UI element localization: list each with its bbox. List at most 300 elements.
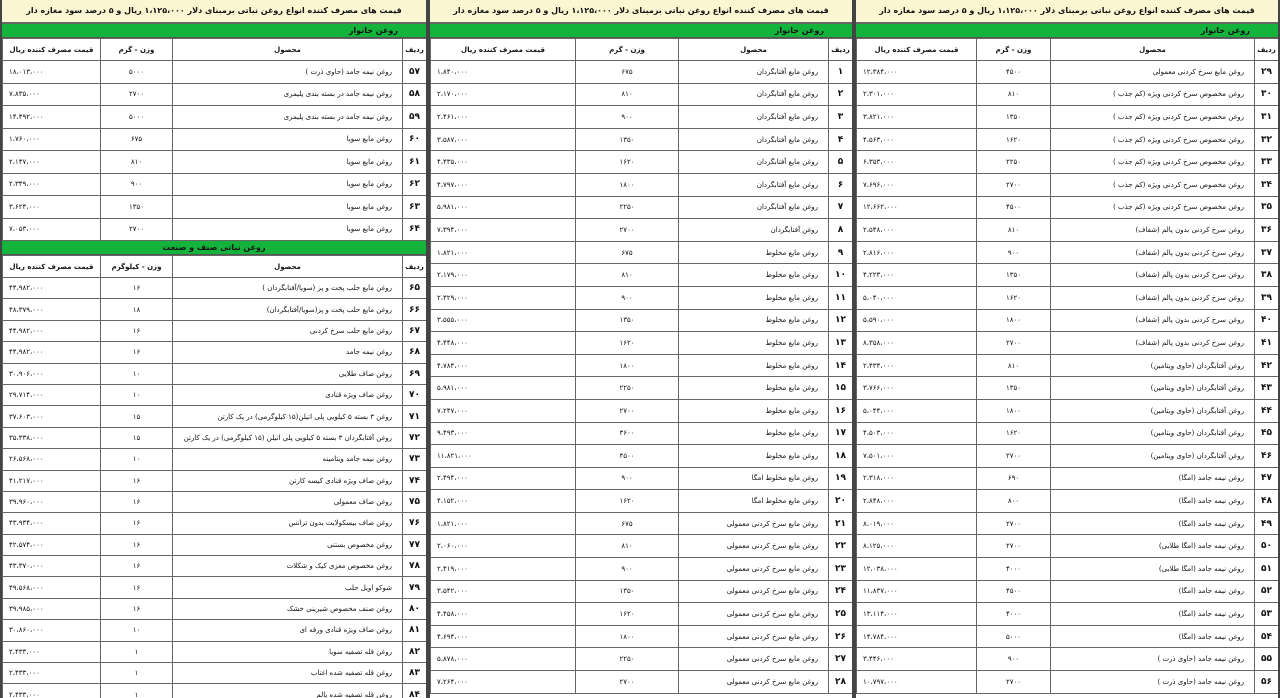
table-row bbox=[3, 173, 427, 196]
product-name: روغن مایع مخلوط bbox=[679, 422, 829, 445]
product-name: روغن مخصوص سرخ کردنی ویژه (کم جذب ) bbox=[1051, 83, 1255, 106]
product-name: روغن نیمه جامد (امگا) bbox=[1051, 580, 1255, 603]
table-row bbox=[3, 299, 427, 320]
price-cell: ۴۱،۲۱۷،۰۰۰ bbox=[3, 470, 101, 491]
weight-cell: ۱۶ bbox=[101, 320, 173, 341]
price-cell: ۲،۵۴۸،۰۰۰ bbox=[857, 219, 977, 242]
row-index: ۴۳ bbox=[1255, 377, 1279, 400]
product-name: روغن مایع آفتابگردان bbox=[679, 61, 829, 84]
row-index: ۱۶ bbox=[829, 399, 853, 422]
product-name: روغن نیمه جامد (امگا) bbox=[1051, 603, 1255, 626]
column-header: ردیف bbox=[403, 256, 427, 278]
price-cell: ۴،۶۹۴،۰۰۰ bbox=[431, 625, 576, 648]
table-row bbox=[431, 264, 853, 287]
row-index: ۲۷ bbox=[829, 648, 853, 671]
product-name: روغن نیمه جامد (حاوی ذرت ) bbox=[173, 61, 403, 84]
row-index: ۳۲ bbox=[1255, 128, 1279, 151]
column-header: قیمت مصرف کننده ریال bbox=[3, 39, 101, 61]
table-row bbox=[857, 377, 1279, 400]
table-row bbox=[857, 648, 1279, 671]
table-row bbox=[3, 663, 427, 684]
table-header-row bbox=[857, 39, 1279, 61]
price-cell: ۷،۲۴۷،۰۰۰ bbox=[431, 399, 576, 422]
table-row bbox=[3, 513, 427, 534]
product-name: روغن نیمه جامد (امگا طلایی) bbox=[1051, 558, 1255, 581]
price-cell: ۳۹،۹۶۰،۰۰۰ bbox=[3, 491, 101, 512]
weight-cell: ۶۷۵ bbox=[101, 128, 173, 151]
table-row bbox=[431, 354, 853, 377]
weight-cell: ۸۱۰ bbox=[576, 264, 679, 287]
table-row bbox=[3, 406, 427, 427]
weight-cell: ۱۵ bbox=[101, 427, 173, 448]
table-row bbox=[3, 83, 427, 106]
product-name: روغن مایع مخلوط bbox=[679, 286, 829, 309]
price-cell: ۱۲،۳۸۴،۰۰۰ bbox=[857, 61, 977, 84]
table-row bbox=[857, 580, 1279, 603]
table-row bbox=[431, 445, 853, 468]
price-cell: ۲،۴۱۹،۰۰۰ bbox=[431, 558, 576, 581]
price-cell: ۳،۵۸۷،۰۰۰ bbox=[431, 128, 576, 151]
product-name: روغن نیمه جامد bbox=[173, 342, 403, 363]
price-cell: ۱۴،۷۸۴،۰۰۰ bbox=[857, 625, 977, 648]
product-name: روغن آفتابگردان (حاوی ویتامین) bbox=[1051, 445, 1255, 468]
table-row bbox=[3, 620, 427, 641]
row-index: ۵۸ bbox=[403, 83, 427, 106]
row-index: ۳۹ bbox=[1255, 286, 1279, 309]
row-index: ۴۱ bbox=[1255, 332, 1279, 355]
row-index: ۷۶ bbox=[403, 513, 427, 534]
row-index: ۲ bbox=[829, 83, 853, 106]
section-band-household: روغن خانوار bbox=[856, 24, 1278, 38]
price-cell: ۴،۵۰۳،۰۰۰ bbox=[857, 422, 977, 445]
weight-cell: ۲۷۰۰ bbox=[977, 445, 1051, 468]
table-row bbox=[857, 196, 1279, 219]
product-name: روغن مایع سرخ کردنی معمولی bbox=[679, 512, 829, 535]
weight-cell: ۱۶۲۰ bbox=[977, 128, 1051, 151]
row-index: ۳۰ bbox=[1255, 83, 1279, 106]
product-name: روغن مایع سرخ کردنی معمولی bbox=[679, 671, 829, 694]
price-cell: ۳۷،۶۰۳،۰۰۰ bbox=[3, 406, 101, 427]
table-row bbox=[431, 332, 853, 355]
table-row bbox=[3, 556, 427, 577]
price-cell: ۴،۲۲۳،۰۰۰ bbox=[857, 264, 977, 287]
row-index: ۶۹ bbox=[403, 363, 427, 384]
weight-cell: ۱۳۵۰ bbox=[101, 196, 173, 219]
table-row bbox=[431, 151, 853, 174]
weight-cell: ۴۰۰۰ bbox=[977, 558, 1051, 581]
table-row bbox=[3, 363, 427, 384]
price-cell: ۲۶،۵۶۸،۰۰۰ bbox=[3, 449, 101, 470]
product-name: روغن نیمه جامد در بسته بندی پلیمری bbox=[173, 106, 403, 129]
table-row bbox=[431, 309, 853, 332]
weight-cell: ۱۳۵۰ bbox=[977, 106, 1051, 129]
row-index: ۲۰ bbox=[829, 490, 853, 513]
price-cell: ۴،۴۳۵،۰۰۰ bbox=[431, 151, 576, 174]
weight-cell: ۱۳۵۰ bbox=[576, 309, 679, 332]
weight-cell: ۸۰۰ bbox=[977, 490, 1051, 513]
price-cell: ۴،۵۶۳،۰۰۰ bbox=[857, 128, 977, 151]
section-band-household: روغن خانوار bbox=[430, 24, 852, 38]
table-row bbox=[857, 286, 1279, 309]
table-row bbox=[431, 512, 853, 535]
weight-cell: ۸۱۰ bbox=[977, 83, 1051, 106]
price-cell: ۲،۸۱۶،۰۰۰ bbox=[857, 241, 977, 264]
product-name: روغن نیمه جامد (امگا) bbox=[1051, 490, 1255, 513]
table-row bbox=[3, 470, 427, 491]
product-name: روغن نیمه جامد (حاوی ذرت ) bbox=[1051, 671, 1255, 694]
weight-cell: ۴۵۰۰ bbox=[977, 61, 1051, 84]
row-index: ۵۵ bbox=[1255, 648, 1279, 671]
row-index: ۷۱ bbox=[403, 406, 427, 427]
row-index: ۷۳ bbox=[403, 449, 427, 470]
column-header: وزن - کیلوگرم bbox=[101, 256, 173, 278]
row-index: ۷۵ bbox=[403, 491, 427, 512]
weight-cell: ۲۷۰۰ bbox=[576, 399, 679, 422]
product-name: روغن مایع سویا bbox=[173, 218, 403, 241]
weight-cell: ۱ bbox=[101, 641, 173, 662]
table-row bbox=[3, 427, 427, 448]
row-index: ۴۲ bbox=[1255, 354, 1279, 377]
row-index: ۱۳ bbox=[829, 332, 853, 355]
weight-cell: ۱۰ bbox=[101, 449, 173, 470]
table-row bbox=[431, 241, 853, 264]
price-cell: ۲،۴۶۱،۰۰۰ bbox=[431, 106, 576, 129]
product-name: روغن مایع آفتابگردان bbox=[679, 106, 829, 129]
price-cell: ۲،۴۹۴،۰۰۰ bbox=[431, 467, 576, 490]
row-index: ۴۷ bbox=[1255, 467, 1279, 490]
product-name: روغن نیمه جامد (حاوی ذرت ) bbox=[1051, 648, 1255, 671]
price-cell: ۲،۱۷۹،۰۰۰ bbox=[431, 264, 576, 287]
weight-cell: ۹۰۰ bbox=[576, 558, 679, 581]
table-row bbox=[3, 491, 427, 512]
row-index: ۱۹ bbox=[829, 467, 853, 490]
table-row bbox=[3, 106, 427, 129]
price-cell: ۷،۳۹۴،۰۰۰ bbox=[431, 219, 576, 242]
weight-cell: ۹۰۰ bbox=[576, 467, 679, 490]
weight-cell: ۱۳۵۰ bbox=[977, 264, 1051, 287]
weight-cell: ۱۳۵۰ bbox=[977, 377, 1051, 400]
row-index: ۵۱ bbox=[1255, 558, 1279, 581]
weight-cell: ۸۱۰ bbox=[101, 151, 173, 174]
product-name: روغن مخصوص سرخ کردنی ویژه (کم جذب ) bbox=[1051, 128, 1255, 151]
weight-cell: ۴۵۰۰ bbox=[977, 196, 1051, 219]
weight-cell: ۱۶۲۰ bbox=[576, 603, 679, 626]
table-row bbox=[857, 309, 1279, 332]
panel-title: قیمت های مصرف کننده انواع روغن نباتی برمبنای دلار ۱،۱۲۵،۰۰۰ ریال و ۵ درصد سود مغازه دار bbox=[430, 0, 852, 24]
weight-cell: ۵۰۰۰ bbox=[101, 61, 173, 84]
product-name: روغن مایع مخلوط bbox=[679, 377, 829, 400]
row-index: ۴۴ bbox=[1255, 399, 1279, 422]
weight-cell: ۱۶ bbox=[101, 598, 173, 619]
product-name: روغن نیمه جامد (امگا) bbox=[1051, 512, 1255, 535]
weight-cell: ۱۸۰۰ bbox=[576, 625, 679, 648]
row-index: ۴ bbox=[829, 128, 853, 151]
table-row bbox=[431, 61, 853, 84]
table-row bbox=[857, 354, 1279, 377]
weight-cell: ۲۷۰۰ bbox=[101, 83, 173, 106]
row-index: ۷۸ bbox=[403, 556, 427, 577]
weight-cell: ۱۶ bbox=[101, 577, 173, 598]
price-cell: ۵،۹۸۱،۰۰۰ bbox=[431, 196, 576, 219]
product-name: روغن مایع سویا bbox=[173, 196, 403, 219]
product-name: روغن آفتابگردان (حاوی ویتامین) bbox=[1051, 422, 1255, 445]
table-row bbox=[857, 61, 1279, 84]
column-header: محصول bbox=[173, 256, 403, 278]
panel-title: قیمت های مصرف کننده انواع روغن نباتی برمبنای دلار ۱،۱۲۵،۰۰۰ ریال و ۵ درصد سود مغازه دار bbox=[2, 0, 426, 24]
product-name: روغن مخصوص سرخ کردنی ویژه (کم جذب ) bbox=[1051, 196, 1255, 219]
row-index: ۵۲ bbox=[1255, 580, 1279, 603]
weight-cell: ۸۱۰ bbox=[977, 219, 1051, 242]
weight-cell: ۴۰۰۰ bbox=[977, 603, 1051, 626]
column-header: محصول bbox=[679, 39, 829, 61]
price-cell: ۳۵،۳۳۸،۰۰۰ bbox=[3, 427, 101, 448]
row-index: ۸۴ bbox=[403, 684, 427, 698]
product-name: روغن مایع حلب پخت و پز (سویا/آفتابگردان ) bbox=[173, 278, 403, 299]
row-index: ۶۲ bbox=[403, 173, 427, 196]
product-name: روغن آفتابگردان bbox=[679, 219, 829, 242]
product-name: روغن مایع سرخ کردنی معمولی bbox=[679, 603, 829, 626]
row-index: ۵۳ bbox=[1255, 603, 1279, 626]
product-name: شوکو اویل حلب bbox=[173, 577, 403, 598]
weight-cell: ۹۰۰ bbox=[101, 173, 173, 196]
table-row bbox=[431, 558, 853, 581]
price-cell: ۴۴،۹۸۲،۰۰۰ bbox=[3, 320, 101, 341]
price-cell: ۲،۴۲۹،۰۰۰ bbox=[431, 286, 576, 309]
product-name: روغن مایع آفتابگردان bbox=[679, 83, 829, 106]
row-index: ۲۸ bbox=[829, 671, 853, 694]
weight-cell: ۱۰ bbox=[101, 620, 173, 641]
product-name: روغن مخصوص سرخ کردنی ویژه (کم جذب ) bbox=[1051, 106, 1255, 129]
row-index: ۵۴ bbox=[1255, 625, 1279, 648]
product-name: روغن مایع آفتابگردان bbox=[679, 173, 829, 196]
product-name: روغن صاف معمولی bbox=[173, 491, 403, 512]
row-index: ۷۴ bbox=[403, 470, 427, 491]
table-row bbox=[431, 399, 853, 422]
table-row bbox=[857, 512, 1279, 535]
row-index: ۱۱ bbox=[829, 286, 853, 309]
table-row bbox=[431, 173, 853, 196]
price-cell: ۳،۶۲۴،۰۰۰ bbox=[3, 196, 101, 219]
price-cell: ۲،۱۴۷،۰۰۰ bbox=[3, 151, 101, 174]
row-index: ۱۵ bbox=[829, 377, 853, 400]
section-band-household: روغن خانوار bbox=[2, 24, 426, 38]
table-row bbox=[3, 320, 427, 341]
table-row bbox=[857, 332, 1279, 355]
table-row bbox=[857, 173, 1279, 196]
row-index: ۶۱ bbox=[403, 151, 427, 174]
product-name: روغن مایع مخلوط امگا bbox=[679, 490, 829, 513]
price-cell: ۵،۸۷۸،۰۰۰ bbox=[431, 648, 576, 671]
price-cell: ۱،۸۴۰،۰۰۰ bbox=[431, 61, 576, 84]
price-cell: ۲،۱۷۰،۰۰۰ bbox=[431, 83, 576, 106]
price-cell: ۳،۷۶۶،۰۰۰ bbox=[857, 377, 977, 400]
weight-cell: ۵۰۰۰ bbox=[977, 625, 1051, 648]
product-name: روغن مایع آفتابگردان bbox=[679, 196, 829, 219]
row-index: ۷۹ bbox=[403, 577, 427, 598]
price-cell: ۲،۳۱۸،۰۰۰ bbox=[857, 467, 977, 490]
table-row bbox=[857, 264, 1279, 287]
price-cell: ۲۹،۷۱۴،۰۰۰ bbox=[3, 384, 101, 405]
product-name: روغن صاف ویژه قنادی ورقه ای bbox=[173, 620, 403, 641]
table-row bbox=[3, 151, 427, 174]
weight-cell: ۹۰۰ bbox=[977, 241, 1051, 264]
weight-cell: ۲۷۰۰ bbox=[977, 173, 1051, 196]
column-header: محصول bbox=[1051, 39, 1255, 61]
price-cell: ۴،۱۵۲،۰۰۰ bbox=[431, 490, 576, 513]
table-row bbox=[3, 384, 427, 405]
weight-cell: ۸۱۰ bbox=[977, 354, 1051, 377]
row-index: ۶۳ bbox=[403, 196, 427, 219]
row-index: ۴۵ bbox=[1255, 422, 1279, 445]
table-row bbox=[3, 598, 427, 619]
price-cell: ۷،۲۶۴،۰۰۰ bbox=[431, 671, 576, 694]
row-index: ۸ bbox=[829, 219, 853, 242]
price-cell: ۵،۰۴۰،۰۰۰ bbox=[857, 286, 977, 309]
row-index: ۸۲ bbox=[403, 641, 427, 662]
panel-title: قیمت های مصرف کننده انواع روغن نباتی برمبنای دلار ۱،۱۲۵،۰۰۰ ریال و ۵ درصد سود مغازه دار bbox=[856, 0, 1278, 24]
table-row bbox=[857, 603, 1279, 626]
column-header: قیمت مصرف کننده ریال bbox=[3, 256, 101, 278]
price-cell: ۷،۰۵۳،۰۰۰ bbox=[3, 218, 101, 241]
column-header: محصول bbox=[173, 39, 403, 61]
product-name: روغن صاف بیسکولایت بدون ترانس bbox=[173, 513, 403, 534]
weight-cell: ۶۷۵ bbox=[576, 61, 679, 84]
product-name: روغن مایع سرخ کردنی معمولی bbox=[679, 558, 829, 581]
price-cell: ۷،۸۳۵،۰۰۰ bbox=[3, 83, 101, 106]
price-cell: ۹،۴۹۳،۰۰۰ bbox=[431, 422, 576, 445]
weight-cell: ۲۲۵۰ bbox=[977, 151, 1051, 174]
table-row bbox=[431, 128, 853, 151]
table-row bbox=[431, 286, 853, 309]
price-table bbox=[430, 38, 853, 694]
weight-cell: ۴۵۰۰ bbox=[576, 445, 679, 468]
table-row bbox=[431, 535, 853, 558]
product-name: روغن مایع مخلوط bbox=[679, 264, 829, 287]
column-header: وزن - گرم bbox=[977, 39, 1051, 61]
table-row bbox=[3, 641, 427, 662]
table-row bbox=[431, 422, 853, 445]
weight-cell: ۴۵۰۰ bbox=[977, 580, 1051, 603]
table-row bbox=[3, 534, 427, 555]
row-index: ۲۹ bbox=[1255, 61, 1279, 84]
weight-cell: ۱۶۲۰ bbox=[576, 151, 679, 174]
row-index: ۲۲ bbox=[829, 535, 853, 558]
product-name: روغن مایع آفتابگردان bbox=[679, 128, 829, 151]
row-index: ۶۸ bbox=[403, 342, 427, 363]
panel-left bbox=[0, 0, 428, 698]
product-name: روغن مایع سرخ کردنی معمولی bbox=[679, 535, 829, 558]
product-name: روغن مایع سویا bbox=[173, 128, 403, 151]
table-row bbox=[857, 241, 1279, 264]
table-row bbox=[857, 399, 1279, 422]
weight-cell: ۱۰ bbox=[101, 363, 173, 384]
table-row bbox=[857, 219, 1279, 242]
row-index: ۱۷ bbox=[829, 422, 853, 445]
weight-cell: ۲۲۵۰ bbox=[576, 377, 679, 400]
product-name: روغن مایع سویا bbox=[173, 173, 403, 196]
table-row bbox=[3, 577, 427, 598]
weight-cell: ۶۹۰ bbox=[977, 467, 1051, 490]
column-header: ردیف bbox=[829, 39, 853, 61]
table-row bbox=[431, 106, 853, 129]
panel-middle bbox=[428, 0, 854, 698]
table-row bbox=[431, 377, 853, 400]
price-cell: ۲،۰۶۰،۰۰۰ bbox=[431, 535, 576, 558]
row-index: ۲۳ bbox=[829, 558, 853, 581]
price-cell: ۸،۰۱۹،۰۰۰ bbox=[857, 512, 977, 535]
table-row bbox=[431, 580, 853, 603]
table-row bbox=[431, 625, 853, 648]
product-name: روغن صاف ویژه قنادی bbox=[173, 384, 403, 405]
price-cell: ۳۰،۸۶۰،۰۰۰ bbox=[3, 620, 101, 641]
weight-cell: ۱۶ bbox=[101, 513, 173, 534]
product-name: روغن مایع مخلوط bbox=[679, 445, 829, 468]
product-name: روغن مخصوص مغزی کیک و شکلات bbox=[173, 556, 403, 577]
weight-cell: ۱ bbox=[101, 684, 173, 698]
table-row bbox=[3, 278, 427, 299]
row-index: ۵۷ bbox=[403, 61, 427, 84]
price-cell: ۱۸،۰۱۳،۰۰۰ bbox=[3, 61, 101, 84]
table-header-row bbox=[3, 256, 427, 278]
table-row bbox=[431, 648, 853, 671]
weight-cell: ۱۸۰۰ bbox=[977, 399, 1051, 422]
product-name: روغن مایع مخلوط bbox=[679, 332, 829, 355]
row-index: ۳۵ bbox=[1255, 196, 1279, 219]
price-cell: ۴۲،۵۷۴،۰۰۰ bbox=[3, 534, 101, 555]
product-name: روغن نیمه جامد (امگا طلایی) bbox=[1051, 535, 1255, 558]
price-cell: ۴۴،۹۸۲،۰۰۰ bbox=[3, 342, 101, 363]
row-index: ۸۱ bbox=[403, 620, 427, 641]
weight-cell: ۸۱۰ bbox=[576, 535, 679, 558]
row-index: ۶۷ bbox=[403, 320, 427, 341]
row-index: ۳۱ bbox=[1255, 106, 1279, 129]
column-header: ردیف bbox=[403, 39, 427, 61]
table-header-row bbox=[3, 39, 427, 61]
row-index: ۳۳ bbox=[1255, 151, 1279, 174]
row-index: ۷۷ bbox=[403, 534, 427, 555]
product-name: روغن مایع سرخ کردنی معمولی bbox=[679, 625, 829, 648]
price-cell: ۱،۸۲۱،۰۰۰ bbox=[431, 241, 576, 264]
row-index: ۶۶ bbox=[403, 299, 427, 320]
weight-cell: ۱۳۵۰ bbox=[576, 580, 679, 603]
row-index: ۲۶ bbox=[829, 625, 853, 648]
table-row bbox=[857, 151, 1279, 174]
product-name: روغن نیمه جامد در بسته بندی پلیمری bbox=[173, 83, 403, 106]
weight-cell: ۱۰ bbox=[101, 384, 173, 405]
weight-cell: ۱۶۲۰ bbox=[977, 422, 1051, 445]
price-cell: ۷،۵۰۱،۰۰۰ bbox=[857, 445, 977, 468]
price-cell: ۲،۴۳۳،۰۰۰ bbox=[3, 641, 101, 662]
price-cell: ۱۲،۰۳۸،۰۰۰ bbox=[857, 558, 977, 581]
price-cell: ۵،۹۸۱،۰۰۰ bbox=[431, 377, 576, 400]
price-table bbox=[856, 38, 1279, 694]
weight-cell: ۱۶ bbox=[101, 278, 173, 299]
table-row bbox=[431, 219, 853, 242]
column-header: وزن - گرم bbox=[576, 39, 679, 61]
price-cell: ۸،۳۵۸،۰۰۰ bbox=[857, 332, 977, 355]
table-row bbox=[431, 83, 853, 106]
weight-cell: ۱۳۵۰ bbox=[576, 128, 679, 151]
row-index: ۶۰ bbox=[403, 128, 427, 151]
price-cell: ۴۳،۹۳۴،۰۰۰ bbox=[3, 513, 101, 534]
product-name: روغن قله تصفیه شده پالم bbox=[173, 684, 403, 698]
price-cell: ۲،۴۳۳،۰۰۰ bbox=[3, 663, 101, 684]
price-cell: ۳،۵۴۲،۰۰۰ bbox=[431, 580, 576, 603]
column-header: وزن - گرم bbox=[101, 39, 173, 61]
row-index: ۸۳ bbox=[403, 663, 427, 684]
product-name: روغن مایع مخلوط bbox=[679, 309, 829, 332]
price-cell: ۴۳،۳۷۰،۰۰۰ bbox=[3, 556, 101, 577]
